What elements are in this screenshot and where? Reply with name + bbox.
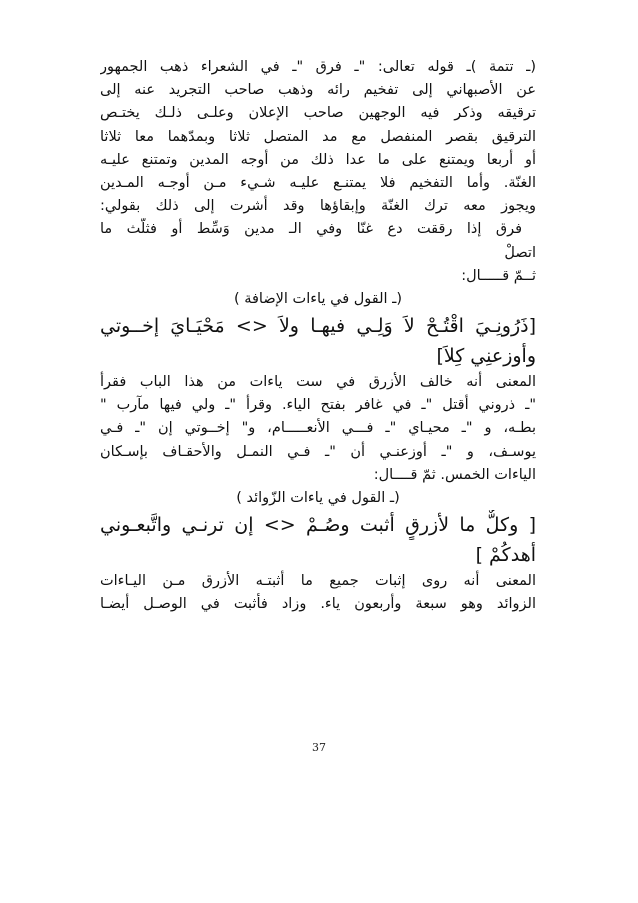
poem-line: فرق إذا رققت دع غنّا وفي الـ مدين وَسِّط أو فثلّث ما (100, 221, 522, 238)
verse-line: وأوزعنِي كِلاَ] (436, 345, 536, 368)
text-line: المعنى أنه روى إثبات جميع ما أثبتـه الأزرق مـن اليـاءات (100, 573, 536, 590)
text-line: (ـ تتمة )ـ قوله تعالى: "ـ فرق "ـ في الشعراء ذهب الجمهور (100, 59, 536, 75)
text-line: الزوائد وهو سبعة وأربعون ياء. وزاد فأثبت في الوصـل أيضـا (100, 596, 536, 613)
section-heading: (ـ القول في ياءات الزّوائد ) (236, 490, 400, 506)
text-line: الترقيق بقصر المنفصل مع مد المتصل ثلاثا وبمدّهما معا ثلاثا (100, 128, 536, 145)
text-line: الغنّة. وأما التفخيم فلا يمتنـع عليـه شـيء مـن أوجـه المـدين (100, 174, 536, 191)
verse-line: [ذَرُونِـيَ اقْتُـحْ لاَ وَلِـي فيهـا ولاَ <> مَحْيَـايَ إخــوتي (100, 315, 536, 338)
text-line: المعنى أنه خالف الأزرق في ست ياءات من هذا الباب فقرأ (100, 374, 536, 391)
text-line: الياءات الخمس. ثمّ قــــال: (373, 466, 536, 483)
verse-line: [ وكلٌّ ما لأزرقٍ أثبت وصُـمْ <> إن ترنـي واتَّبعـوني (100, 514, 536, 537)
text-line: أو أربعا ويمتنع على ما عدا ذلك من أوجه المدين وتمتنع عليـه (100, 151, 536, 168)
verse-line: أهدكُمْ ] (475, 544, 536, 567)
poem-line-end: اتصلْ (504, 244, 536, 261)
section-heading: (ـ القول في ياءات الإضافة ) (233, 290, 403, 307)
page-number: 37 (312, 741, 326, 754)
text-line: ويجوز معه ترك الغنّة وإبقاؤها وقد أشرت إلى ذلك بقولي: (100, 198, 536, 215)
text-line: ثــمّ قـــــال: (461, 267, 536, 284)
text-line: ترقيقه وذكر فيه الوجهين صاحب الإعلان وعلـى ذلـك يختـص (100, 105, 536, 122)
text-line: "ـ ذروني أقتل "ـ في غافر بفتح الياء. وقرأ "ـ ولي فيها مآرب " (100, 397, 536, 414)
text-line: عن الأصبهاني إلى تفخيم رائه وذهب صاحب التجريد عنه إلى (100, 82, 536, 99)
text-line: يوسـف، و "ـ أوزعنـي أن "ـ فـي النمـل والأحقـاف بإسـكان (100, 443, 536, 460)
text-line: بطـه، و "ـ محيـاي "ـ فـــي الأنعـــــام، و" إخــوتي إن "ـ فـي (100, 420, 536, 437)
body-text (100, 56, 536, 617)
